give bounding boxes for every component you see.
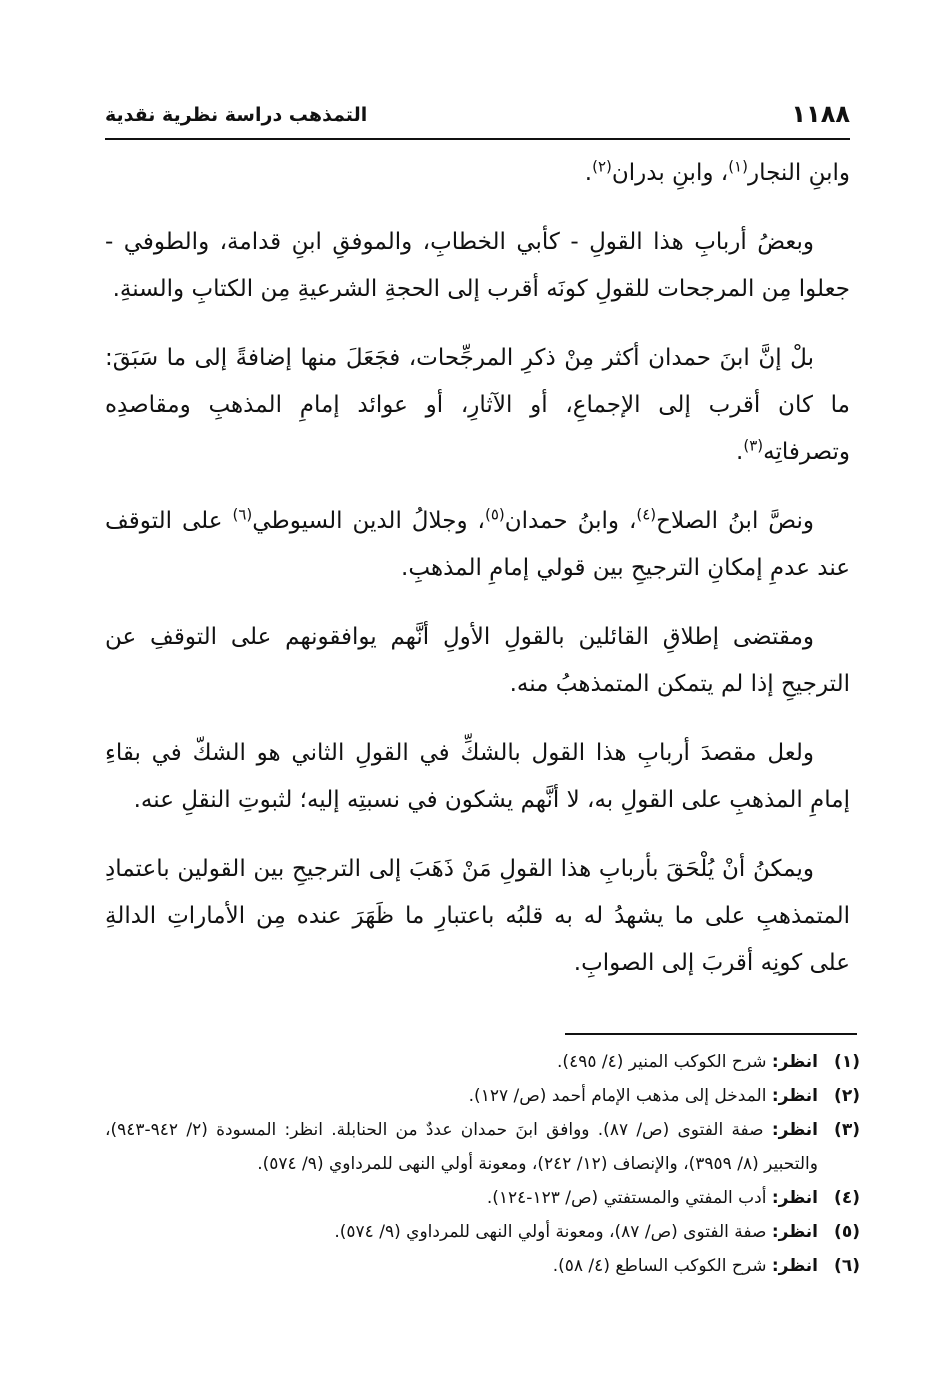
body-text [105, 150, 850, 1009]
footnote-text [105, 1079, 818, 1113]
footnote-text [105, 1045, 818, 1079]
paragraph [105, 150, 850, 197]
running-title: التمذهب دراسة نظرية نقدية [105, 104, 368, 126]
footnote-text [105, 1249, 818, 1283]
footnote [105, 1249, 860, 1283]
footnote-text [105, 1113, 818, 1181]
paragraph-text: وابنِ النجار [747, 160, 850, 186]
paragraph-text: وبعضُ أربابِ هذا القولِ - كأبي الخطابِ، والموفقِ ابنِ قدامة، والطوفي - جعلوا مِن المرجحات للقولِ كونَه أقرب إلى الحجةِ الشرعيةِ مِن الكتابِ والسنةِ. [105, 229, 850, 302]
paragraph [105, 335, 850, 476]
footnote-ref: (٤) [636, 505, 657, 524]
paragraph-text: ونصَّ ابنُ الصلاح [656, 508, 814, 534]
paragraph [105, 614, 850, 708]
footnote-number: (٤) [834, 1188, 860, 1208]
paragraph-text: على التوقف عند عدمِ إمكانِ الترجيحِ بين قولي إمامِ المذهبِ. [105, 508, 850, 581]
footnote-text [105, 1215, 818, 1249]
footnote [105, 1113, 860, 1181]
footnote-ref: (٥) [484, 505, 505, 524]
paragraph [105, 219, 850, 313]
paragraph-text: ومقتضى إطلاقِ القائلين بالقولِ الأولِ أنَّهم يوافقونهم على التوقفِ عن الترجيحِ إذا لم يتمكن المتمذهبُ منه. [105, 624, 850, 697]
paragraph-text: ، وابنُ حمدان [504, 508, 637, 534]
footnote-citation: المدخل إلى مذهب الإمام أحمد (ص/ ١٢٧). [468, 1086, 772, 1106]
paragraph [105, 498, 850, 592]
footnote-label: انظر: [771, 1086, 818, 1106]
footnote-label: انظر: [771, 1120, 818, 1140]
footnote-number: (٦) [834, 1256, 860, 1276]
footnote-label: انظر: [771, 1052, 818, 1072]
footnote-label: انظر: [771, 1222, 818, 1242]
paragraph-text: ، وجلالُ الدين السيوطي [252, 508, 485, 534]
page-header [105, 100, 850, 140]
footnote-label: انظر: [771, 1256, 818, 1276]
paragraph-text: ولعل مقصدَ أربابِ هذا القول بالشكِّ في القولِ الثاني هو الشكّ في بقاءِ إمامِ المذهبِ على القولِ به، لا أنَّهم يشكون في نسبتِه إليه؛ لثبوتِ النقلِ عنه. [105, 740, 850, 813]
paragraph-text: ، وابنِ بدران [611, 160, 729, 186]
footnote-citation: صفة الفتوى (ص/ ٨٧)، ومعونة أولي النهى للمرداوي (٩/ ٥٧٤). [334, 1222, 772, 1242]
footnote-ref: (٦) [232, 505, 253, 524]
footnote-number: (٥) [834, 1222, 860, 1242]
footnote-separator [565, 1033, 857, 1035]
footnote-ref: (٣) [743, 436, 764, 455]
footnote [105, 1045, 860, 1079]
footnote-citation: شرح الكوكب الساطع (٤/ ٥٨). [552, 1256, 772, 1276]
footnote-label: انظر: [771, 1188, 818, 1208]
footnote-citation: شرح الكوكب المنير (٤/ ٤٩٥). [557, 1052, 772, 1072]
footnote-citation: أدب المفتي والمستفتي (ص/ ١٢٣-١٢٤). [486, 1188, 772, 1208]
footnote-number: (٢) [834, 1086, 860, 1106]
footnote-ref: (٢) [592, 157, 612, 176]
paragraph-text: ويمكنُ أنْ يُلْحَقَ بأربابِ هذا القولِ مَنْ ذَهَبَ إلى الترجيحِ بين القولين باعتمادِ المتمذهبِ على ما يشهدُ له به قلبُه باعتبارِ ما ظَهَرَ عنده مِن الأماراتِ الدالةِ على كونِه أقربَ إلى الصوابِ. [105, 856, 850, 976]
paragraph-text: . [736, 439, 744, 465]
footnote-citation: صفة الفتوى (ص/ ٨٧). ووافق ابنَ حمدان عددٌ من الحنابلة. انظر: المسودة (٢/ ٩٤٢-٩٤٣)، والتحبير (٨/ ٣٩٥٩)، والإنصاف (١٢/ ٢٤٢)، ومعونة أولي النهى للمرداوي (٩/ ٥٧٤). [105, 1120, 818, 1174]
paragraph-text: بلْ إنَّ ابنَ حمدان أكثر مِنْ ذكرِ المرجِّحات، فجَعَلَ منها إضافةً إلى ما سَبَقَ: ما كان أقرب إلى الإجماعِ، أو الآثارِ، أو عوائد إمامِ المذهبِ ومقاصدِه وتصرفاتِه [105, 345, 850, 465]
footnotes [105, 1045, 860, 1283]
paragraph [105, 846, 850, 987]
paragraph-text: . [584, 160, 593, 186]
footnote-ref: (١) [728, 157, 748, 176]
footnote [105, 1215, 860, 1249]
footnote [105, 1079, 860, 1113]
page-number: ١١٨٨ [791, 100, 850, 128]
footnote-number: (٣) [834, 1120, 860, 1140]
paragraph [105, 730, 850, 824]
footnote-number: (١) [834, 1052, 860, 1072]
footnote-text [105, 1181, 818, 1215]
footnote [105, 1181, 860, 1215]
